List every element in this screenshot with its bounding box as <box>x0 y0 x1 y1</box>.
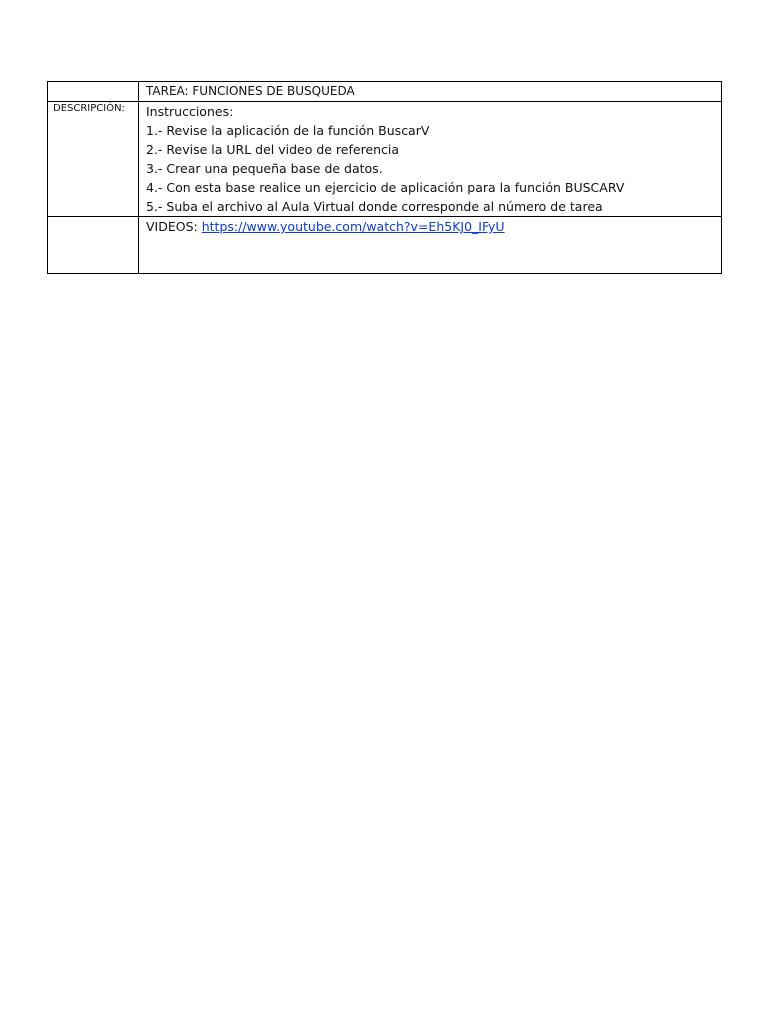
instructions-heading: Instrucciones: <box>146 104 234 119</box>
videos-cell <box>139 217 722 274</box>
description-label: DESCRIPCIÓN: <box>53 103 125 114</box>
instruction-item: 2.- Revise la URL del video de referencia <box>146 142 400 157</box>
title-cell <box>139 82 722 102</box>
task-table <box>47 81 722 274</box>
title-label-cell <box>48 82 139 102</box>
description-row <box>48 102 722 217</box>
title-row <box>48 82 722 102</box>
videos-label: VIDEOS: <box>146 219 202 234</box>
videos-label-cell <box>48 217 139 274</box>
videos-line <box>146 217 714 236</box>
instruction-item: 3.- Crear una pequeña base de datos. <box>146 161 383 176</box>
instruction-item: 4.- Con esta base realice un ejercicio de aplicación para la función BUSCARV <box>146 180 625 195</box>
task-title: TAREA: FUNCIONES DE BUSQUEDA <box>146 84 355 98</box>
video-link[interactable]: https://www.youtube.com/watch?v=Eh5KJ0_IFyU <box>201 219 505 234</box>
description-label-cell <box>48 102 139 217</box>
instruction-item: 5.- Suba el archivo al Aula Virtual donde corresponde al número de tarea <box>146 199 603 214</box>
instruction-item: 1.- Revise la aplicación de la función BuscarV <box>146 123 430 138</box>
videos-row <box>48 217 722 274</box>
instructions-cell <box>139 102 722 217</box>
